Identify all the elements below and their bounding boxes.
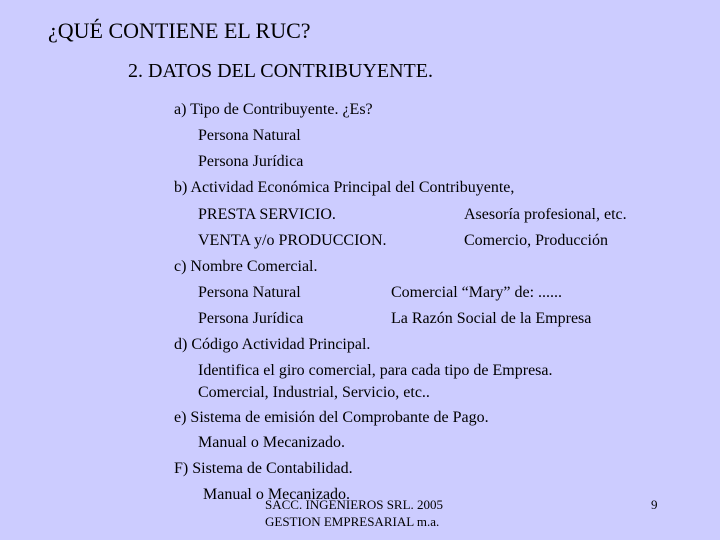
item-c-heading: c) Nombre Comercial. bbox=[174, 258, 318, 275]
page-number: 9 bbox=[651, 497, 658, 512]
item-f-heading: F) Sistema de Contabilidad. bbox=[174, 460, 353, 477]
item-c-row-2-left: Persona Jurídica bbox=[198, 310, 304, 327]
item-d-line-1: Identifica el giro comercial, para cada tipo de Empresa. bbox=[198, 362, 553, 379]
item-b-heading: b) Actividad Económica Principal del Contribuyente, bbox=[174, 179, 515, 196]
item-c-row-1-left: Persona Natural bbox=[198, 284, 301, 301]
item-d-heading: d) Código Actividad Principal. bbox=[174, 336, 371, 353]
item-e-line-1: Manual o Mecanizado. bbox=[198, 434, 346, 451]
slide-title: ¿QUÉ CONTIENE EL RUC? bbox=[48, 18, 311, 43]
item-a-option-2: Persona Jurídica bbox=[198, 153, 304, 170]
item-b-row-2-left: VENTA y/o PRODUCCION. bbox=[198, 232, 387, 249]
item-b-row-1-left: PRESTA SERVICIO. bbox=[198, 206, 336, 223]
item-a-heading: a) Tipo de Contribuyente. ¿Es? bbox=[174, 101, 373, 118]
item-e-heading: e) Sistema de emisión del Comprobante de Pago. bbox=[174, 409, 489, 426]
slide-subtitle: 2. DATOS DEL CONTRIBUYENTE. bbox=[128, 60, 433, 82]
item-b-row-2-right: Comercio, Producción bbox=[464, 232, 608, 249]
footer-course: GESTION EMPRESARIAL m.a. bbox=[265, 514, 440, 529]
footer-company: SACC. INGENIEROS SRL. 2005 bbox=[265, 497, 444, 512]
item-c-row-1-right: Comercial “Mary” de: ...... bbox=[391, 284, 563, 301]
item-b-row-1-right: Asesoría profesional, etc. bbox=[464, 206, 627, 223]
item-f-line-1: Manual o Mecanizado. bbox=[203, 486, 351, 503]
item-c-row-2-right: La Razón Social de la Empresa bbox=[391, 310, 592, 327]
item-d-line-2: Comercial, Industrial, Servicio, etc.. bbox=[198, 384, 430, 401]
item-a-option-1: Persona Natural bbox=[198, 127, 301, 144]
